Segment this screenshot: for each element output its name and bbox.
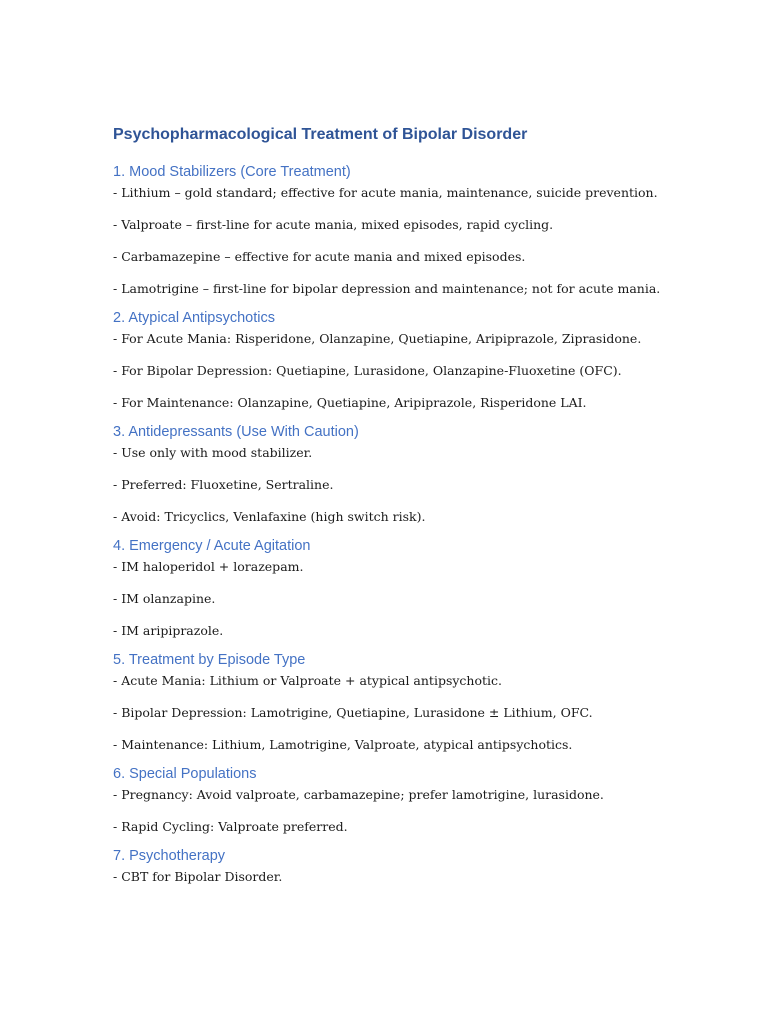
list-item: - Maintenance: Lithium, Lamotrigine, Valproate, atypical antipsychotics. <box>113 737 573 752</box>
list-item: - IM olanzapine. <box>113 591 216 606</box>
list-item: - IM haloperidol + lorazepam. <box>113 559 304 574</box>
section-heading: 3. Antidepressants (Use With Caution) <box>113 424 359 440</box>
list-item: - Pregnancy: Avoid valproate, carbamazepine; prefer lamotrigine, lurasidone. <box>113 787 604 802</box>
section-heading: 5. Treatment by Episode Type <box>113 652 306 668</box>
section-heading: 6. Special Populations <box>113 766 257 782</box>
list-item: - For Acute Mania: Risperidone, Olanzapine, Quetiapine, Aripiprazole, Ziprasidone. <box>113 331 642 346</box>
list-item: - For Bipolar Depression: Quetiapine, Lurasidone, Olanzapine-Fluoxetine (OFC). <box>113 363 622 378</box>
section-episode-type <box>113 650 733 754</box>
section-special-populations <box>113 764 733 836</box>
list-item: - Acute Mania: Lithium or Valproate + atypical antipsychotic. <box>113 673 502 688</box>
section-heading: 4. Emergency / Acute Agitation <box>113 538 311 554</box>
list-item: - Lithium – gold standard; effective for acute mania, maintenance, suicide prevention. <box>113 185 658 200</box>
section-emergency-agitation <box>113 536 733 640</box>
section-antidepressants <box>113 422 733 526</box>
section-heading: 2. Atypical Antipsychotics <box>113 310 275 326</box>
list-item: - Valproate – first-line for acute mania, mixed episodes, rapid cycling. <box>113 217 554 232</box>
section-atypical-antipsychotics <box>113 308 733 412</box>
section-heading: 7. Psychotherapy <box>113 848 226 864</box>
list-item: - Preferred: Fluoxetine, Sertraline. <box>113 477 334 492</box>
list-item: - IM aripiprazole. <box>113 623 224 638</box>
list-item: - Bipolar Depression: Lamotrigine, Quetiapine, Lurasidone ± Lithium, OFC. <box>113 705 593 720</box>
list-item: - Use only with mood stabilizer. <box>113 445 313 460</box>
list-item: - Rapid Cycling: Valproate preferred. <box>113 819 348 834</box>
section-heading: 1. Mood Stabilizers (Core Treatment) <box>113 164 351 180</box>
list-item: - For Maintenance: Olanzapine, Quetiapine, Aripiprazole, Risperidone LAI. <box>113 395 587 410</box>
section-mood-stabilizers <box>113 162 733 298</box>
list-item: - CBT for Bipolar Disorder. <box>113 869 283 884</box>
document-title: Psychopharmacological Treatment of Bipolar Disorder <box>113 126 528 143</box>
list-item: - Carbamazepine – effective for acute mania and mixed episodes. <box>113 249 526 264</box>
list-item: - Lamotrigine – first-line for bipolar depression and maintenance; not for acute mania. <box>113 281 661 296</box>
document-page <box>113 124 733 896</box>
list-item: - Avoid: Tricyclics, Venlafaxine (high switch risk). <box>113 509 426 524</box>
section-psychotherapy <box>113 846 733 886</box>
